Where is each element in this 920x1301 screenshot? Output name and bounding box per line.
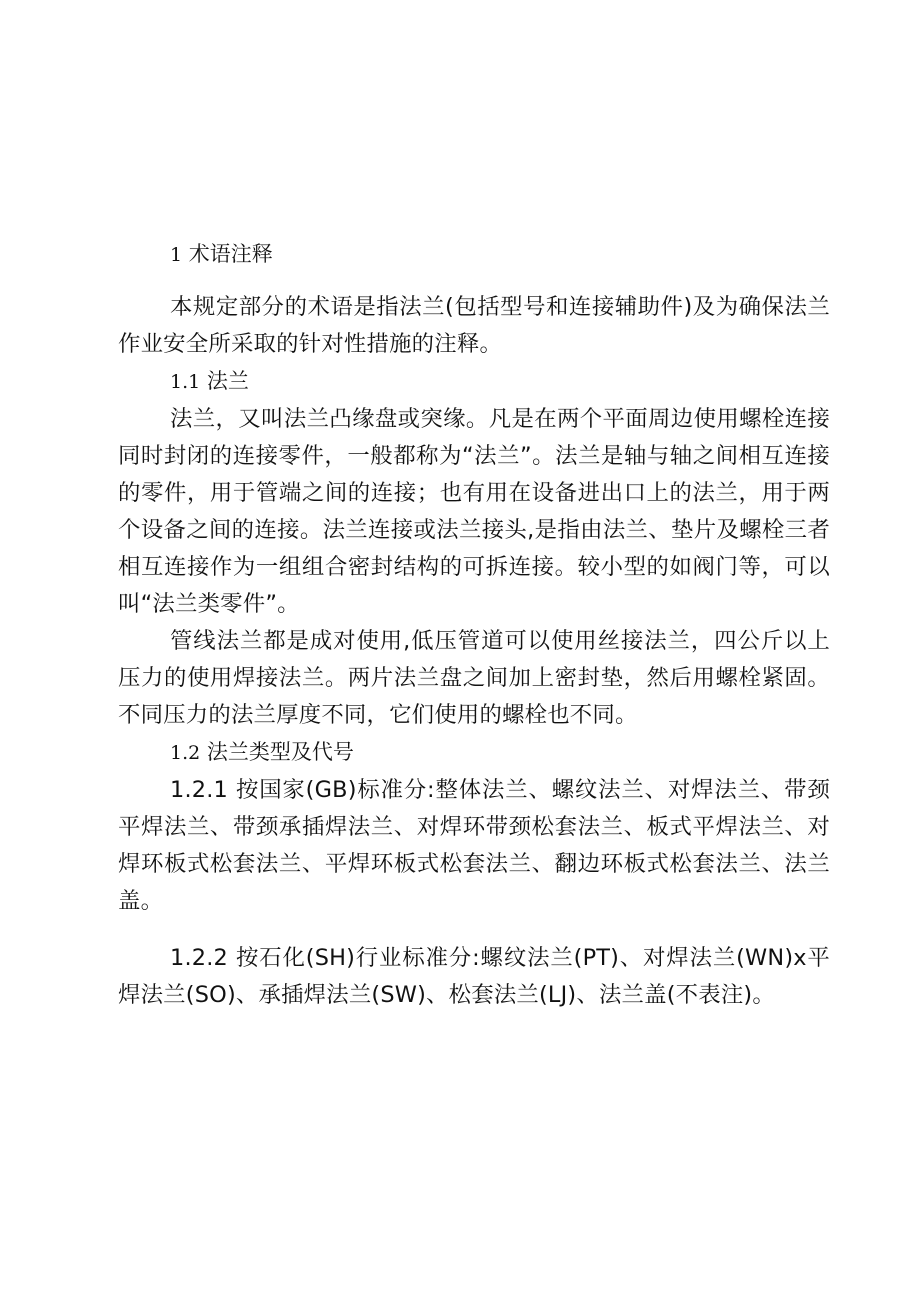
sh-standard-paragraph: 1.2.2 按石化(SH)行业标准分:螺纹法兰(PT)、对焊法兰(WN)x平焊法兰(SO)、承插焊法兰(SW)、松套法兰(LJ)、法兰盖(不表注)。 — [118, 945, 830, 1008]
pipeline-flange-paragraph: 管线法兰都是成对使用,低压管道可以使用丝接法兰，四公斤以上压力的使用焊接法兰。两片法兰盘之间加上密封垫，然后用螺栓紧固。不同压力的法兰厚度不同，它们使用的螺栓也不同。 — [118, 628, 830, 728]
section-1-number: 1 — [170, 244, 183, 266]
document-body — [118, 236, 830, 1014]
section-1-2-title: 法兰类型及代号 — [206, 740, 354, 764]
section-1-1-heading — [118, 363, 830, 401]
section-1-intro-paragraph: 本规定部分的术语是指法兰(包括型号和连接辅助件)及为确保法兰作业安全所采取的针对性措施的注释。 — [118, 294, 830, 357]
section-1-1-title: 法兰 — [206, 369, 249, 393]
section-1-2-number: 1.2 — [170, 742, 201, 764]
flange-definition-paragraph: 法兰，又叫法兰凸缘盘或突缘。凡是在两个平面周边使用螺栓连接同时封闭的连接零件，一般都称为“法兰”。法兰是轴与轴之间相互连接的零件，用于管端之间的连接；也有用在设备进出口上的法兰，用于两个设备之间的连接。法兰连接或法兰接头,是指由法兰、垫片及螺栓三者相互连接作为一组组合密封结构的可拆连接。较小型的如阀门等，可以叫“法兰类零件”。 — [118, 406, 830, 617]
section-1-heading — [118, 236, 830, 274]
section-1-1-number: 1.1 — [170, 371, 201, 393]
section-1-2-heading — [118, 734, 830, 772]
section-1-title: 术语注释 — [188, 242, 273, 266]
gb-standard-paragraph: 1.2.1 按国家(GB)标准分:整体法兰、螺纹法兰、对焊法兰、带颈平焊法兰、带颈承插焊法兰、对焊环带颈松套法兰、板式平焊法兰、对焊环板式松套法兰、平焊环板式松套法兰、翻边环板式松套法兰、法兰盖。 — [118, 777, 830, 914]
